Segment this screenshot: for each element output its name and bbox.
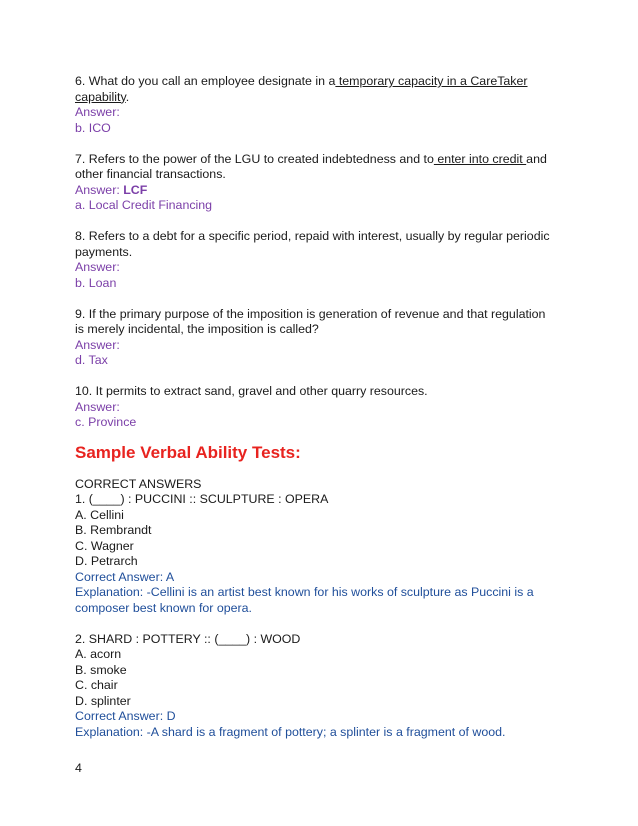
option: D. Petrarch (75, 554, 138, 568)
answer-text: d. Tax (75, 353, 108, 367)
answer-abbreviation: LCF (123, 182, 148, 197)
question-6 (75, 74, 555, 105)
answer-label: Answer: (75, 337, 120, 352)
option: B. smoke (75, 662, 127, 677)
answer-label: Answer: (75, 260, 120, 274)
underlined-text: enter into credit (433, 151, 527, 166)
question-8: 8. Refers to a debt for a specific period, repaid with interest, usually by regular periodic payments. (75, 229, 550, 259)
section-heading: Sample Verbal Ability Tests: (75, 442, 301, 462)
correct-answer: Correct Answer: A (75, 569, 175, 584)
question-text-end: and other financial transactions. (75, 151, 547, 181)
answer-text: a. Local Credit Financing (75, 198, 213, 212)
answer-line (75, 183, 555, 199)
option: A. Cellini (75, 507, 124, 522)
verbal-question-1: 1. (____) : PUCCINI :: SCULPTURE : OPERA (75, 492, 329, 506)
option: C. chair (75, 678, 118, 692)
answer-label: Answer: (75, 182, 120, 197)
answer-text: c. Province (75, 415, 137, 429)
answer-label: Answer: (75, 399, 120, 414)
explanation: Explanation: -Cellini is an artist best known for his works of sculpture as Puccini is a composer best known for opera. (75, 585, 534, 615)
page-number: 4 (75, 761, 82, 775)
question-text: 7. Refers to the power of the LGU to created indebtedness and to (75, 151, 434, 166)
correct-answers-label: CORRECT ANSWERS (75, 476, 202, 491)
option: C. Wagner (75, 538, 134, 553)
option: D. splinter (75, 693, 131, 708)
answer-text: b. Loan (75, 275, 117, 290)
question-9: 9. If the primary purpose of the imposition is generation of revenue and that regulation is merely incidental, the imposition is called? (75, 306, 546, 336)
document-page (75, 74, 555, 740)
verbal-question-2: 2. SHARD : POTTERY :: (____) : WOOD (75, 631, 301, 646)
question-10: 10. It permits to extract sand, gravel and other quarry resources. (75, 384, 428, 398)
option: B. Rembrandt (75, 523, 152, 537)
correct-answer: Correct Answer: D (75, 709, 176, 723)
option: A. acorn (75, 647, 122, 661)
explanation: Explanation: -A shard is a fragment of pottery; a splinter is a fragment of wood. (75, 724, 506, 739)
answer-text: b. ICO (75, 120, 111, 135)
question-text-end: . (125, 89, 130, 104)
question-7 (75, 152, 555, 183)
answer-label: Answer: (75, 105, 120, 119)
question-text: 6. What do you call an employee designate in a (75, 74, 336, 88)
underlined-text: temporary capacity in a CareTaker capability (75, 74, 528, 104)
